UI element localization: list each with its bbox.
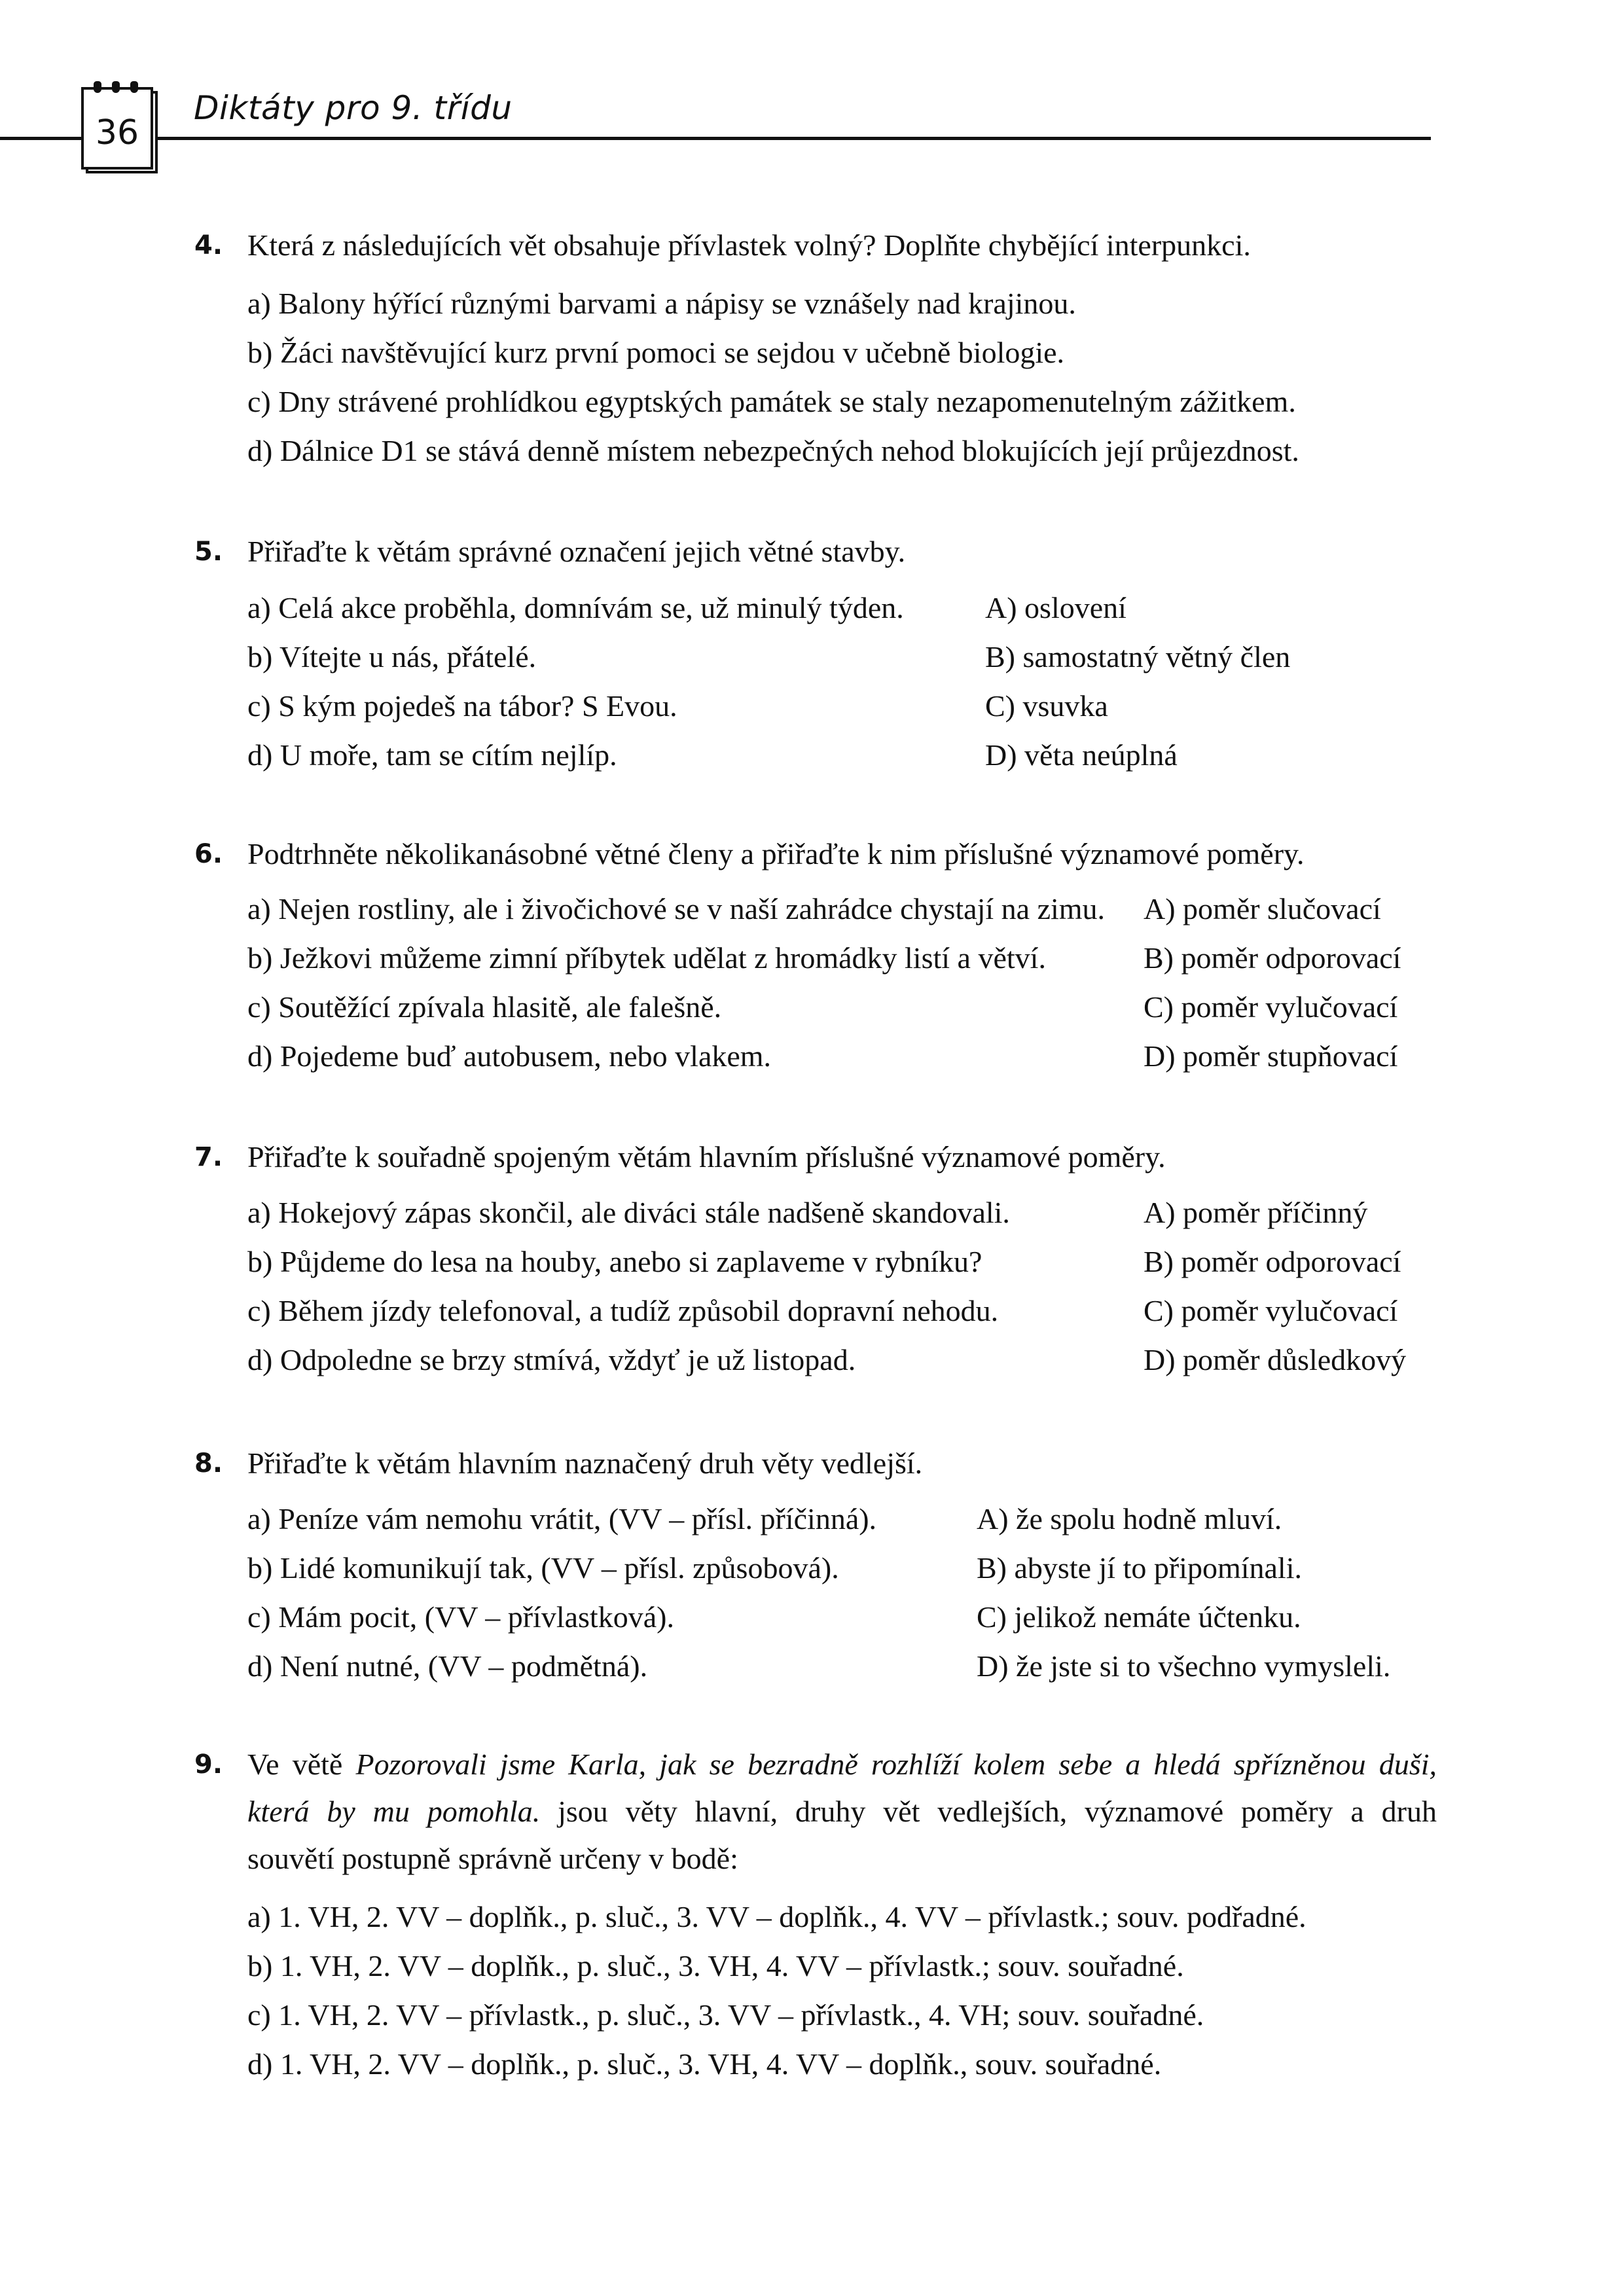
question-number: 4. [194, 230, 223, 260]
prompt-lead: Ve větě [247, 1748, 356, 1781]
option-d: d) 1. VH, 2. VV – doplňk., p. sluč., 3. VH, 4. VV – doplňk., souv. souřadné. [247, 2047, 1162, 2081]
option-a: a) 1. VH, 2. VV – doplňk., p. sluč., 3. VV – doplňk., 4. VV – přívlastk.; souv. podřadné. [247, 1900, 1307, 1933]
option-b: b) Žáci navštěvující kurz první pomoci se sejdou v učebně biologie. [247, 336, 1065, 369]
question-number: 7. [194, 1142, 223, 1172]
answer-A: A) poměr příčinný [1144, 1196, 1368, 1229]
answer-B: B) abyste jí to připomínali. [977, 1551, 1302, 1585]
answer-A: A) že spolu hodně mluví. [977, 1502, 1282, 1535]
answer-D: D) věta neúplná [985, 738, 1178, 772]
answer-D: D) poměr stupňovací [1144, 1039, 1398, 1073]
option-a: a) Celá akce proběhla, domnívám se, už minulý týden. [247, 591, 904, 624]
question-prompt-line-1 [247, 1747, 1437, 1782]
option-a: a) Hokejový zápas skončil, ale diváci stále nadšeně skandovali. [247, 1196, 1010, 1229]
option-b: b) Půjdeme do lesa na houby, anebo si zaplaveme v rybníku? [247, 1245, 982, 1278]
notepad-page-number-icon [81, 87, 153, 170]
question-number: 9. [194, 1749, 223, 1780]
option-b: b) Ježkovi můžeme zimní příbytek udělat z hromádky listí a větví. [247, 941, 1046, 975]
option-a: a) Nejen rostliny, ale i živočichové se v naší zahrádce chystají na zimu. [247, 892, 1106, 925]
question-prompt: Která z následujících vět obsahuje přívlastek volný? Doplňte chybějící interpunkci. [247, 228, 1251, 262]
header-rule [0, 137, 1431, 140]
spiral-ring-icon [130, 81, 138, 93]
answer-D: D) poměr důsledkový [1144, 1343, 1407, 1376]
option-b: b) 1. VH, 2. VV – doplňk., p. sluč., 3. VH, 4. VV – přívlastk.; souv. souřadné. [247, 1949, 1184, 1982]
answer-C: C) jelikož nemáte účtenku. [977, 1600, 1301, 1634]
answer-C: C) vsuvka [985, 689, 1108, 723]
answer-A: A) oslovení [985, 591, 1126, 624]
answer-C: C) poměr vylučovací [1144, 1294, 1398, 1327]
spiral-ring-icon [112, 81, 120, 93]
option-d: d) Pojedeme buď autobusem, nebo vlakem. [247, 1039, 772, 1073]
option-b: b) Vítejte u nás, přátelé. [247, 640, 537, 673]
option-c: c) Během jízdy telefonoval, a tudíž způsobil dopravní nehodu. [247, 1294, 999, 1327]
option-c: c) Mám pocit, (VV – přívlastková). [247, 1600, 674, 1634]
answer-D: D) že jste si to všechno vymysleli. [977, 1649, 1391, 1683]
quoted-sentence-part-1: Pozorovali jsme Karla, jak se bezradně rozhlíží kolem sebe a hledá spřízněnou duši, [355, 1748, 1437, 1781]
page-number: 36 [95, 113, 139, 152]
question-number: 5. [194, 537, 223, 567]
question-prompt: Přiřaďte k souřadně spojeným větám hlavním příslušné významové poměry. [247, 1140, 1166, 1174]
option-a: a) Peníze vám nemohu vrátit, (VV – přísl. příčinná). [247, 1502, 877, 1535]
option-d: d) Odpoledne se brzy stmívá, vždyť je už listopad. [247, 1343, 856, 1376]
option-b: b) Lidé komunikují tak, (VV – přísl. způsobová). [247, 1551, 839, 1585]
spiral-ring-icon [94, 81, 101, 93]
option-a: a) Balony hýřící různými barvami a nápisy se vznášely nad krajinou. [247, 287, 1076, 320]
question-prompt-line-2 [247, 1794, 1437, 1829]
quoted-sentence-part-2: která by mu pomohla. [247, 1795, 541, 1828]
answer-B: B) poměr odporovací [1144, 1245, 1401, 1278]
question-number: 8. [194, 1448, 223, 1479]
question-prompt-line-3: souvětí postupně správně určeny v bodě: [247, 1842, 738, 1875]
option-c: c) Dny strávené prohlídkou egyptských památek se staly nezapomenutelným zážitkem. [247, 385, 1296, 418]
question-prompt: Přiřaďte k větám správné označení jejich větné stavby. [247, 535, 906, 568]
option-c: c) 1. VH, 2. VV – přívlastk., p. sluč., 3. VV – přívlastk., 4. VH; souv. souřadné. [247, 1998, 1204, 2032]
answer-C: C) poměr vylučovací [1144, 990, 1398, 1024]
option-c: c) Soutěžící zpívala hlasitě, ale falešně. [247, 990, 722, 1024]
question-number: 6. [194, 839, 223, 869]
option-c: c) S kým pojedeš na tábor? S Evou. [247, 689, 677, 723]
question-prompt: Přiřaďte k větám hlavním naznačený druh věty vedlejší. [247, 1446, 923, 1480]
option-d: d) U moře, tam se cítím nejlíp. [247, 738, 617, 772]
question-prompt: Podtrhněte několikanásobné větné členy a přiřaďte k nim příslušné významové poměry. [247, 837, 1305, 870]
option-d: d) Není nutné, (VV – podmětná). [247, 1649, 648, 1683]
prompt-continuation: jsou věty hlavní, druhy vět vedlejších, významové poměry a druh [540, 1795, 1437, 1828]
answer-B: B) poměr odporovací [1144, 941, 1401, 975]
answer-B: B) samostatný větný člen [985, 640, 1291, 673]
answer-A: A) poměr slučovací [1144, 892, 1381, 925]
option-d: d) Dálnice D1 se stává denně místem nebezpečných nehod blokujících její průjezdnost. [247, 434, 1299, 467]
book-title: Diktáty pro 9. třídu [194, 89, 513, 127]
